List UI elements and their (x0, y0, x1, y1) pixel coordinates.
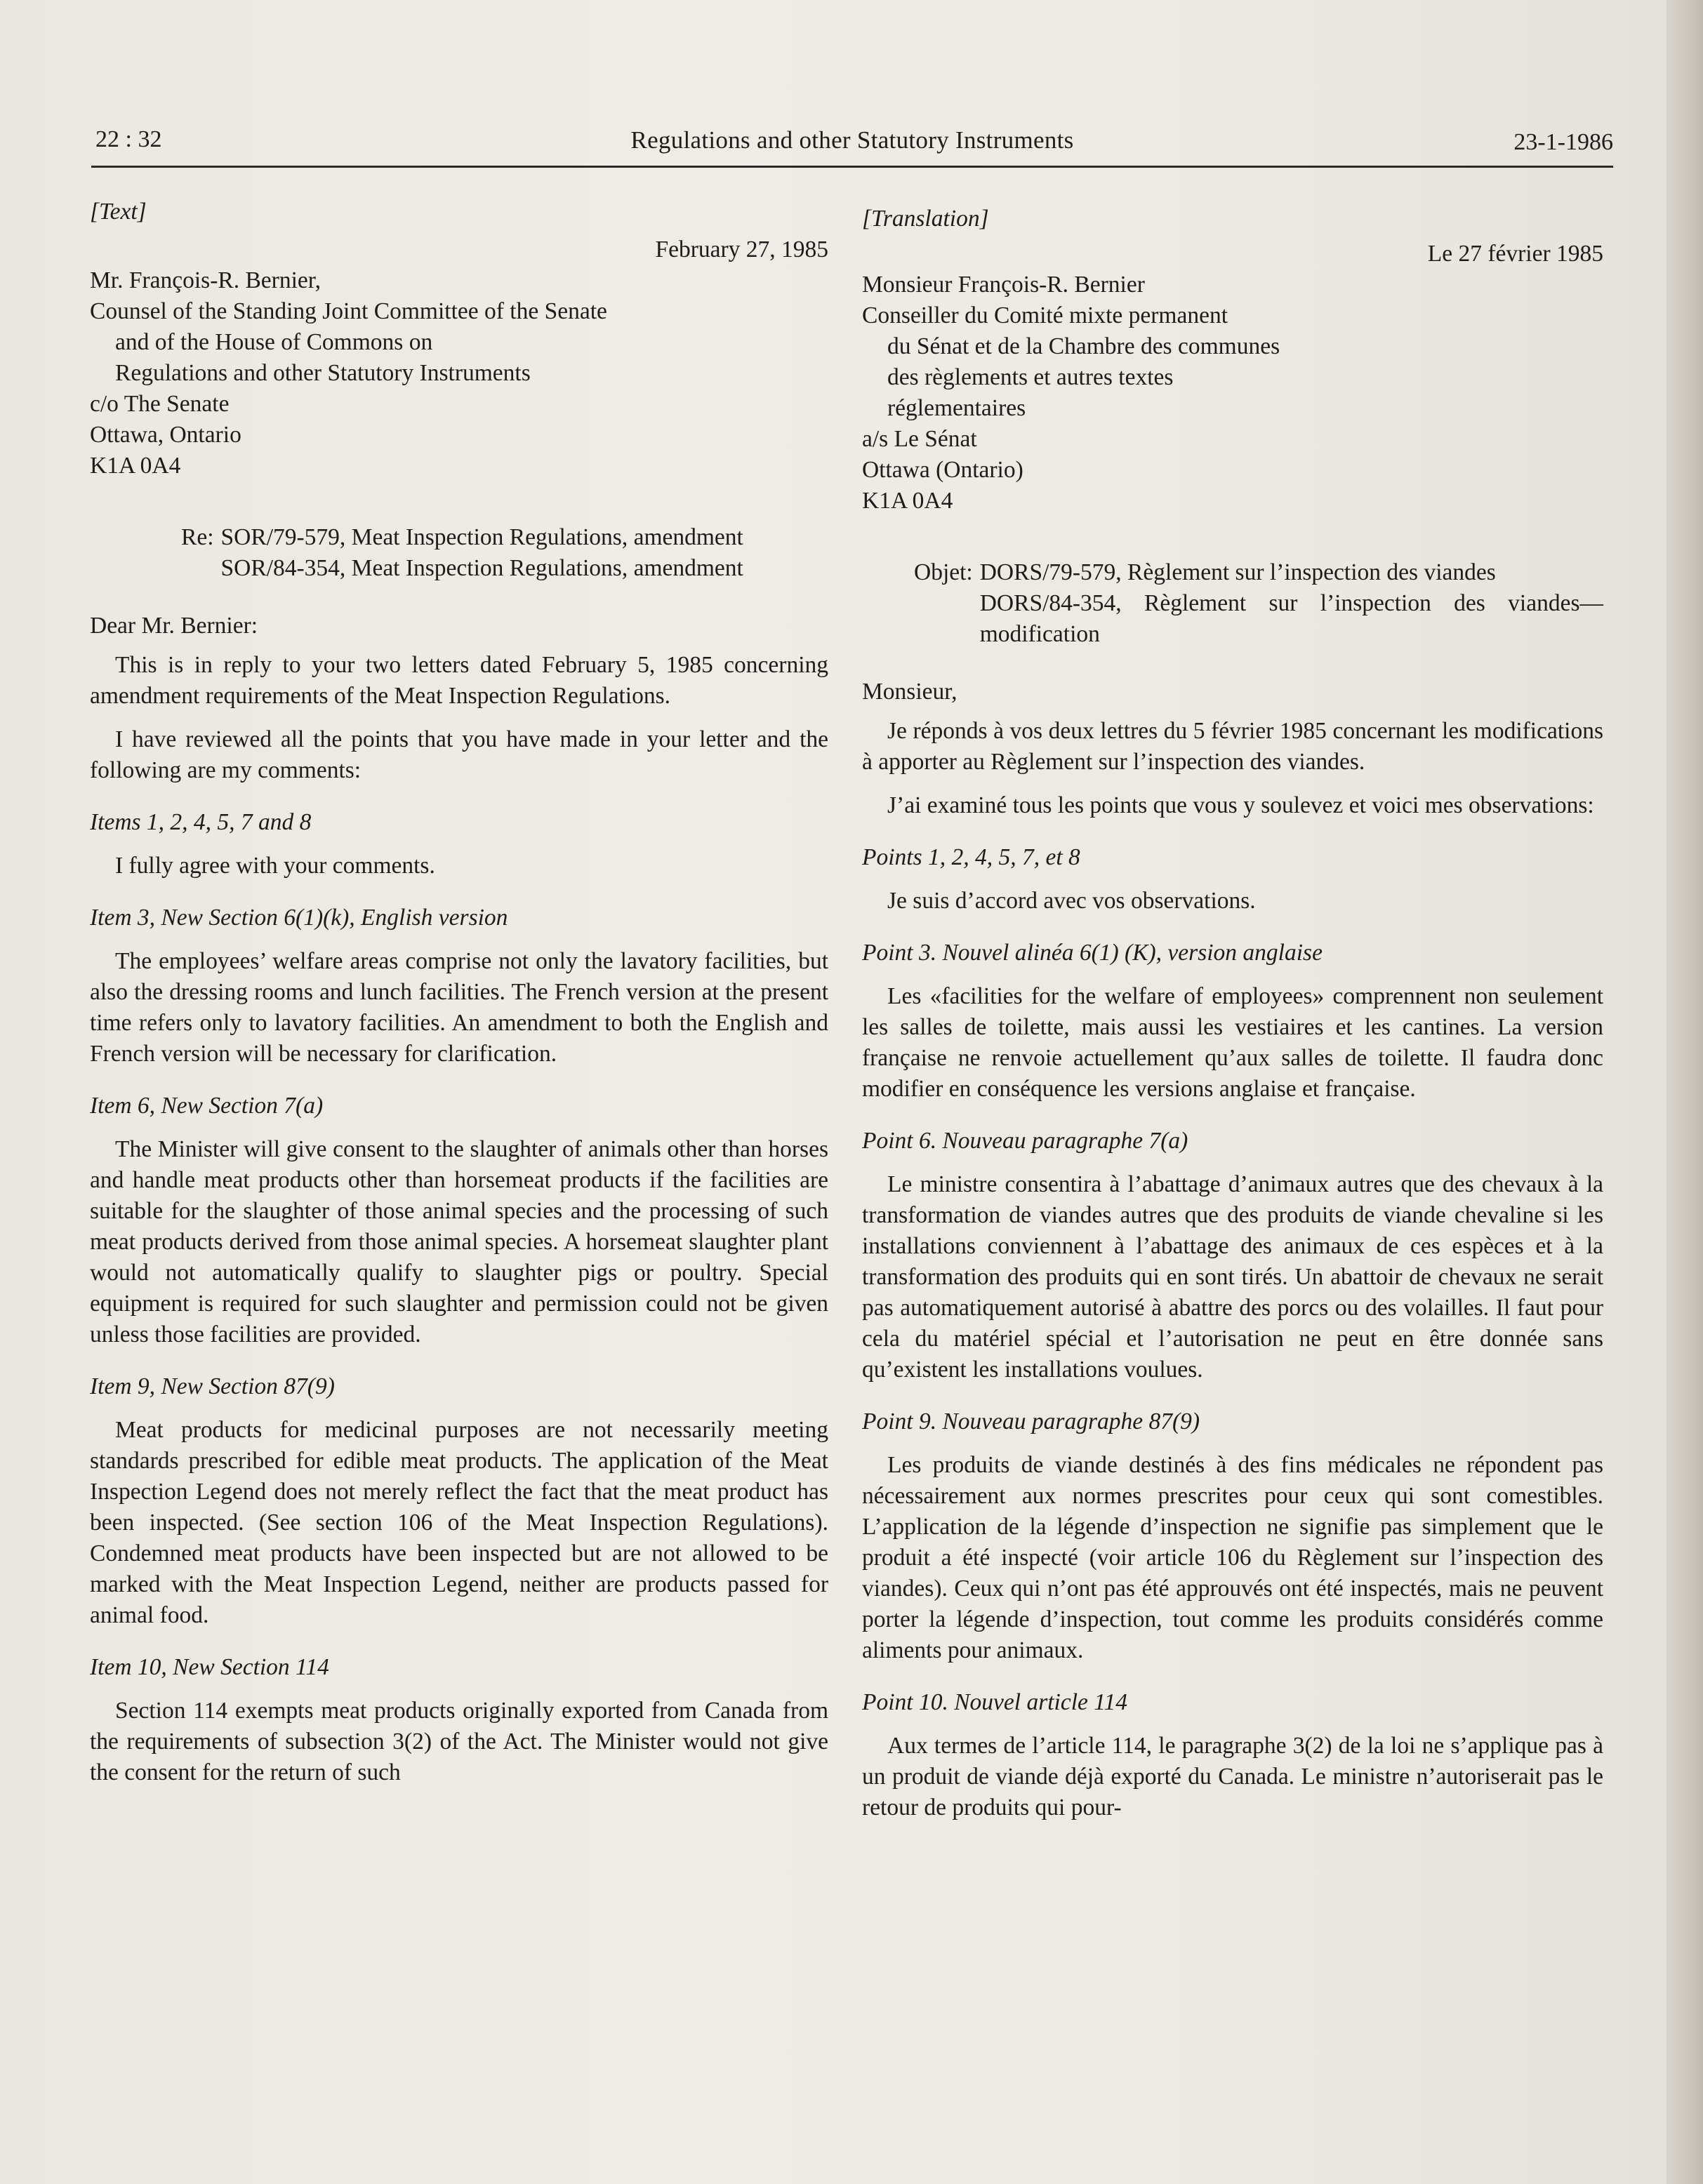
section-heading: Item 10, New Section 114 (90, 1654, 329, 1680)
body-paragraph: The Minister will give consent to the slaughter of animals other than horses and handle meat products other than horsemeat products if the facilities are suitable for the slaughter of those animal species and the processing of such meat products derived from those animal species. A horsemeat slaughter plant would not automatically qualify to slaughter pigs or poultry. Special equipment is required for such slaughter and permission could not be given unless those facilities are provided. (90, 1136, 828, 1347)
body-paragraph: Je suis d’accord avec vos observations. (887, 888, 1256, 914)
letter-date: February 27, 1985 (655, 237, 828, 262)
address-line: a/s Le Sénat (862, 426, 977, 452)
subject-block (862, 557, 1603, 650)
subject-block (90, 522, 828, 584)
body-paragraph: I have reviewed all the points that you have made in your letter and the following are my comments: (90, 726, 828, 783)
french-column (862, 197, 1603, 1823)
text-label: [Text] (90, 199, 147, 225)
recipient-address (862, 269, 1603, 517)
body-paragraph: The employees’ welfare areas comprise not only the lavatory facilities, but also the dressing rooms and lunch facilities. The French version at the present time refers only to lavatory facilities. An amendment to both the English and French version will be necessary for clarification. (90, 948, 828, 1067)
address-line: Counsel of the Standing Joint Committee of the Senate (90, 298, 607, 324)
section-heading: Point 3. Nouvel alinéa 6(1) (K), version anglaise (862, 940, 1323, 966)
letter-date: Le 27 février 1985 (1427, 241, 1603, 267)
body-paragraph: Section 114 exempts meat products originally exported from Canada from the requirements of subsection 3(2) of the Act. The Minister would not give the consent for the return of such (90, 1698, 828, 1785)
address-line: and of the House of Commons on (115, 329, 433, 355)
address-line: Ottawa, Ontario (90, 422, 241, 448)
address-line: c/o The Senate (90, 391, 230, 417)
section-heading: Items 1, 2, 4, 5, 7 and 8 (90, 809, 312, 835)
page-gutter (1666, 0, 1703, 2184)
subject-line: SOR/79-579, Meat Inspection Regulations, amendment (220, 524, 743, 550)
address-line: réglementaires (887, 395, 1026, 421)
address-line: Mr. François-R. Bernier, (90, 267, 321, 293)
section-heading: Points 1, 2, 4, 5, 7, et 8 (862, 844, 1080, 870)
section-heading: Item 6, New Section 7(a) (90, 1093, 324, 1119)
section-heading: Point 6. Nouveau paragraphe 7(a) (862, 1128, 1188, 1154)
body-paragraph: Meat products for medicinal purposes are not necessarily meeting standards prescribed for edible meat products. The application of the Meat Inspection Legend does not merely reflect the fact that the meat product has been inspected. (See section 106 of the Meat Inspection Regulations). Condemned meat products have been inspected but are not allowed to be marked with the Meat Inspection Legend, neither are products passed for animal food. (90, 1417, 828, 1628)
subject-key: Re: (181, 524, 214, 550)
address-line: Conseiller du Comité mixte permanent (862, 302, 1228, 328)
address-line: Monsieur François-R. Bernier (862, 272, 1145, 298)
address-line: K1A 0A4 (90, 453, 181, 479)
recipient-address (90, 265, 828, 481)
section-heading: Point 9. Nouveau paragraphe 87(9) (862, 1409, 1200, 1434)
body-paragraph: Je réponds à vos deux lettres du 5 février 1985 concernant les modifications à apporter au Règlement sur l’inspection des viandes. (862, 718, 1603, 775)
issue-date: 23-1-1986 (1513, 129, 1613, 155)
address-line: K1A 0A4 (862, 488, 953, 514)
subject-line: DORS/79-579, Règlement sur l’inspection des viandes (979, 559, 1496, 585)
salutation: Monsieur, (862, 679, 957, 705)
english-column (90, 197, 828, 1788)
publication-title: Regulations and other Statutory Instruments (630, 126, 1074, 154)
subject-line: DORS/84-354, Règlement sur l’inspection des viandes—modification (979, 590, 1603, 647)
body-paragraph: Le ministre consentira à l’abattage d’animaux autres que des chevaux à la transformation de viandes autres que des produits de viande chevaline si les installations conviennent à l’abattage des animaux de ces espèces et à la transformation des produits qui en sont tirés. Un abattoir de chevaux ne serait pas automatiquement autorisé à abattre des porcs ou des volailles. Il faut pour cela du matériel spécial et l’autorisation ne peut en être donnée sans qu’existent les installations voulues. (862, 1171, 1603, 1383)
section-heading: Item 3, New Section 6(1)(k), English version (90, 905, 508, 931)
running-header (91, 126, 1613, 168)
subject-key: Objet: (914, 559, 973, 585)
translation-label: [Translation] (862, 206, 989, 232)
section-heading: Item 9, New Section 87(9) (90, 1373, 335, 1399)
page-number: 22 : 32 (95, 126, 162, 152)
body-paragraph: Les «facilities for the welfare of employees» comprennent non seulement les salles de toilette, mais aussi les vestiaires et les cantines. La version française ne renvoie actuellement qu’aux salles de toilette. Il faudra donc modifier en conséquence les versions anglaise et française. (862, 983, 1603, 1102)
section-heading: Point 10. Nouvel article 114 (862, 1689, 1128, 1715)
subject-line: SOR/84-354, Meat Inspection Regulations, amendment (220, 555, 743, 581)
body-paragraph: Aux termes de l’article 114, le paragraphe 3(2) de la loi ne s’applique pas à un produit de viande déjà exporté du Canada. Le ministre n’autoriserait pas le retour de produits qui pour- (862, 1733, 1603, 1820)
salutation: Dear Mr. Bernier: (90, 613, 258, 639)
address-line: du Sénat et de la Chambre des communes (887, 333, 1280, 359)
body-paragraph: This is in reply to your two letters dated February 5, 1985 concerning amendment requirements of the Meat Inspection Regulations. (90, 652, 828, 709)
address-line: Ottawa (Ontario) (862, 457, 1023, 483)
body-paragraph: Les produits de viande destinés à des fins médicales ne répondent pas nécessairement aux normes prescrites pour ceux qui sont comestibles. L’application de la légende d’inspection ne signifie pas simplement que le produit a été inspecté (voir article 106 du Règlement sur l’inspection des viandes). Ceux qui n’ont pas été approuvés ont été inspectés, mais ne peuvent porter la légende d’inspection, tout comme les produits considérés comme aliments pour animaux. (862, 1452, 1603, 1663)
body-paragraph: J’ai examiné tous les points que vous y soulevez et voici mes observations: (887, 792, 1594, 818)
address-line: des règlements et autres textes (887, 364, 1174, 390)
address-line: Regulations and other Statutory Instruments (115, 360, 531, 386)
header-rule (91, 166, 1613, 168)
body-paragraph: I fully agree with your comments. (115, 853, 435, 879)
